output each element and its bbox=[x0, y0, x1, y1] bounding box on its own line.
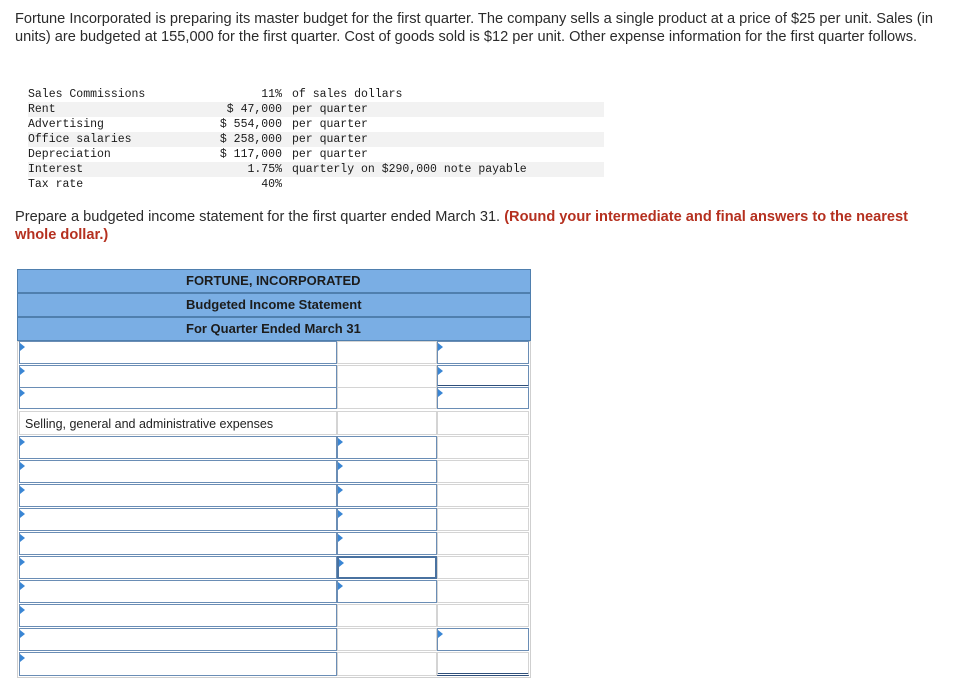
statement-amount-input[interactable] bbox=[337, 532, 437, 555]
statement-empty-cell bbox=[437, 604, 529, 627]
statement-amount-input[interactable] bbox=[337, 460, 437, 483]
expense-amount: $ 258,000 bbox=[176, 132, 292, 147]
expense-amount: 11% bbox=[261, 88, 282, 101]
statement-label-input[interactable] bbox=[19, 628, 337, 651]
rounding-note: (Round your intermediate and final answers to the nearest whole dollar.) bbox=[15, 209, 909, 243]
expense-basis: per quarter bbox=[292, 148, 368, 161]
statement-amount-input[interactable] bbox=[437, 365, 529, 388]
statement-empty-cell bbox=[337, 411, 437, 435]
expense-basis: quarterly on $290,000 note payable bbox=[292, 162, 604, 177]
expense-label: Office salaries bbox=[28, 132, 176, 147]
statement-amount-input[interactable] bbox=[337, 484, 437, 507]
statement-empty-cell bbox=[437, 556, 529, 579]
instructions-text: Prepare a budgeted income statement for the first quarter ended March 31. bbox=[15, 209, 501, 225]
statement-empty-cell bbox=[437, 532, 529, 555]
statement-empty-cell bbox=[337, 341, 437, 364]
statement-empty-cell bbox=[337, 604, 437, 627]
statement-empty-cell bbox=[337, 387, 437, 409]
income-statement-form bbox=[17, 269, 531, 678]
statement-title-header bbox=[17, 293, 531, 317]
sga-section-label bbox=[19, 411, 337, 435]
expense-label: Advertising bbox=[28, 118, 104, 131]
expense-label: Sales Commissions bbox=[28, 88, 146, 101]
statement-empty-cell bbox=[437, 508, 529, 531]
expense-row bbox=[28, 117, 604, 132]
statement-label-input[interactable] bbox=[19, 532, 337, 555]
expense-info-table bbox=[28, 87, 604, 192]
expense-row bbox=[28, 102, 604, 117]
expense-amount: 40% bbox=[261, 178, 282, 191]
statement-amount-input[interactable] bbox=[437, 341, 529, 364]
statement-empty-cell bbox=[437, 652, 529, 676]
expense-basis: per quarter bbox=[292, 132, 604, 147]
statement-label-input[interactable] bbox=[19, 387, 337, 409]
statement-empty-cell bbox=[437, 460, 529, 483]
expense-row bbox=[28, 87, 604, 102]
statement-empty-cell bbox=[337, 628, 437, 651]
statement-company-header bbox=[17, 269, 531, 293]
statement-period-header bbox=[17, 317, 531, 341]
statement-label-input[interactable] bbox=[19, 580, 337, 603]
statement-label-input[interactable] bbox=[19, 436, 337, 459]
company-name: FORTUNE, INCORPORATED bbox=[186, 273, 361, 288]
statement-label-input[interactable] bbox=[19, 604, 337, 627]
statement-period: For Quarter Ended March 31 bbox=[186, 321, 361, 336]
expense-label: Interest bbox=[28, 162, 176, 177]
statement-amount-input[interactable] bbox=[337, 508, 437, 531]
expense-label: Rent bbox=[28, 102, 176, 117]
expense-amount: $ 47,000 bbox=[176, 102, 292, 117]
statement-amount-input[interactable] bbox=[437, 628, 529, 651]
statement-amount-input[interactable] bbox=[437, 387, 529, 409]
expense-amount: $ 117,000 bbox=[219, 148, 282, 161]
statement-empty-cell bbox=[437, 484, 529, 507]
sga-section-label-text: Selling, general and administrative expenses bbox=[25, 417, 274, 431]
expense-basis: per quarter bbox=[292, 102, 604, 117]
expense-amount: $ 554,000 bbox=[219, 118, 282, 131]
expense-row bbox=[28, 147, 604, 162]
expense-amount: 1.75% bbox=[176, 162, 292, 177]
statement-label-input[interactable] bbox=[19, 460, 337, 483]
statement-label-input[interactable] bbox=[19, 556, 337, 579]
statement-empty-cell bbox=[437, 580, 529, 603]
statement-empty-cell bbox=[337, 652, 437, 676]
expense-row bbox=[28, 162, 604, 177]
statement-label-input[interactable] bbox=[19, 508, 337, 531]
statement-empty-cell bbox=[437, 436, 529, 459]
expense-label: Tax rate bbox=[28, 178, 84, 191]
statement-amount-input[interactable] bbox=[337, 580, 437, 603]
expense-basis: per quarter bbox=[292, 118, 368, 131]
expense-row bbox=[28, 132, 604, 147]
statement-empty-cell bbox=[437, 411, 529, 435]
statement-label-input[interactable] bbox=[19, 652, 337, 676]
statement-amount-input[interactable] bbox=[337, 436, 437, 459]
expense-row bbox=[28, 177, 604, 192]
statement-empty-cell bbox=[337, 365, 437, 388]
instructions bbox=[15, 208, 935, 244]
statement-title: Budgeted Income Statement bbox=[186, 297, 362, 312]
expense-basis bbox=[292, 177, 604, 192]
expense-basis: of sales dollars bbox=[292, 88, 403, 101]
statement-label-input[interactable] bbox=[19, 341, 337, 364]
statement-label-input[interactable] bbox=[19, 365, 337, 388]
problem-intro: Fortune Incorporated is preparing its master budget for the first quarter. The company sells a single product at a price of $25 per unit. Sales (in units) are budgeted at 155,000 for the first quarter. Cost of goods sold is $12 per unit. Other expense information for the first quarter follows. bbox=[15, 11, 934, 45]
expense-label: Depreciation bbox=[28, 148, 111, 161]
statement-amount-input[interactable] bbox=[337, 556, 437, 579]
statement-label-input[interactable] bbox=[19, 484, 337, 507]
